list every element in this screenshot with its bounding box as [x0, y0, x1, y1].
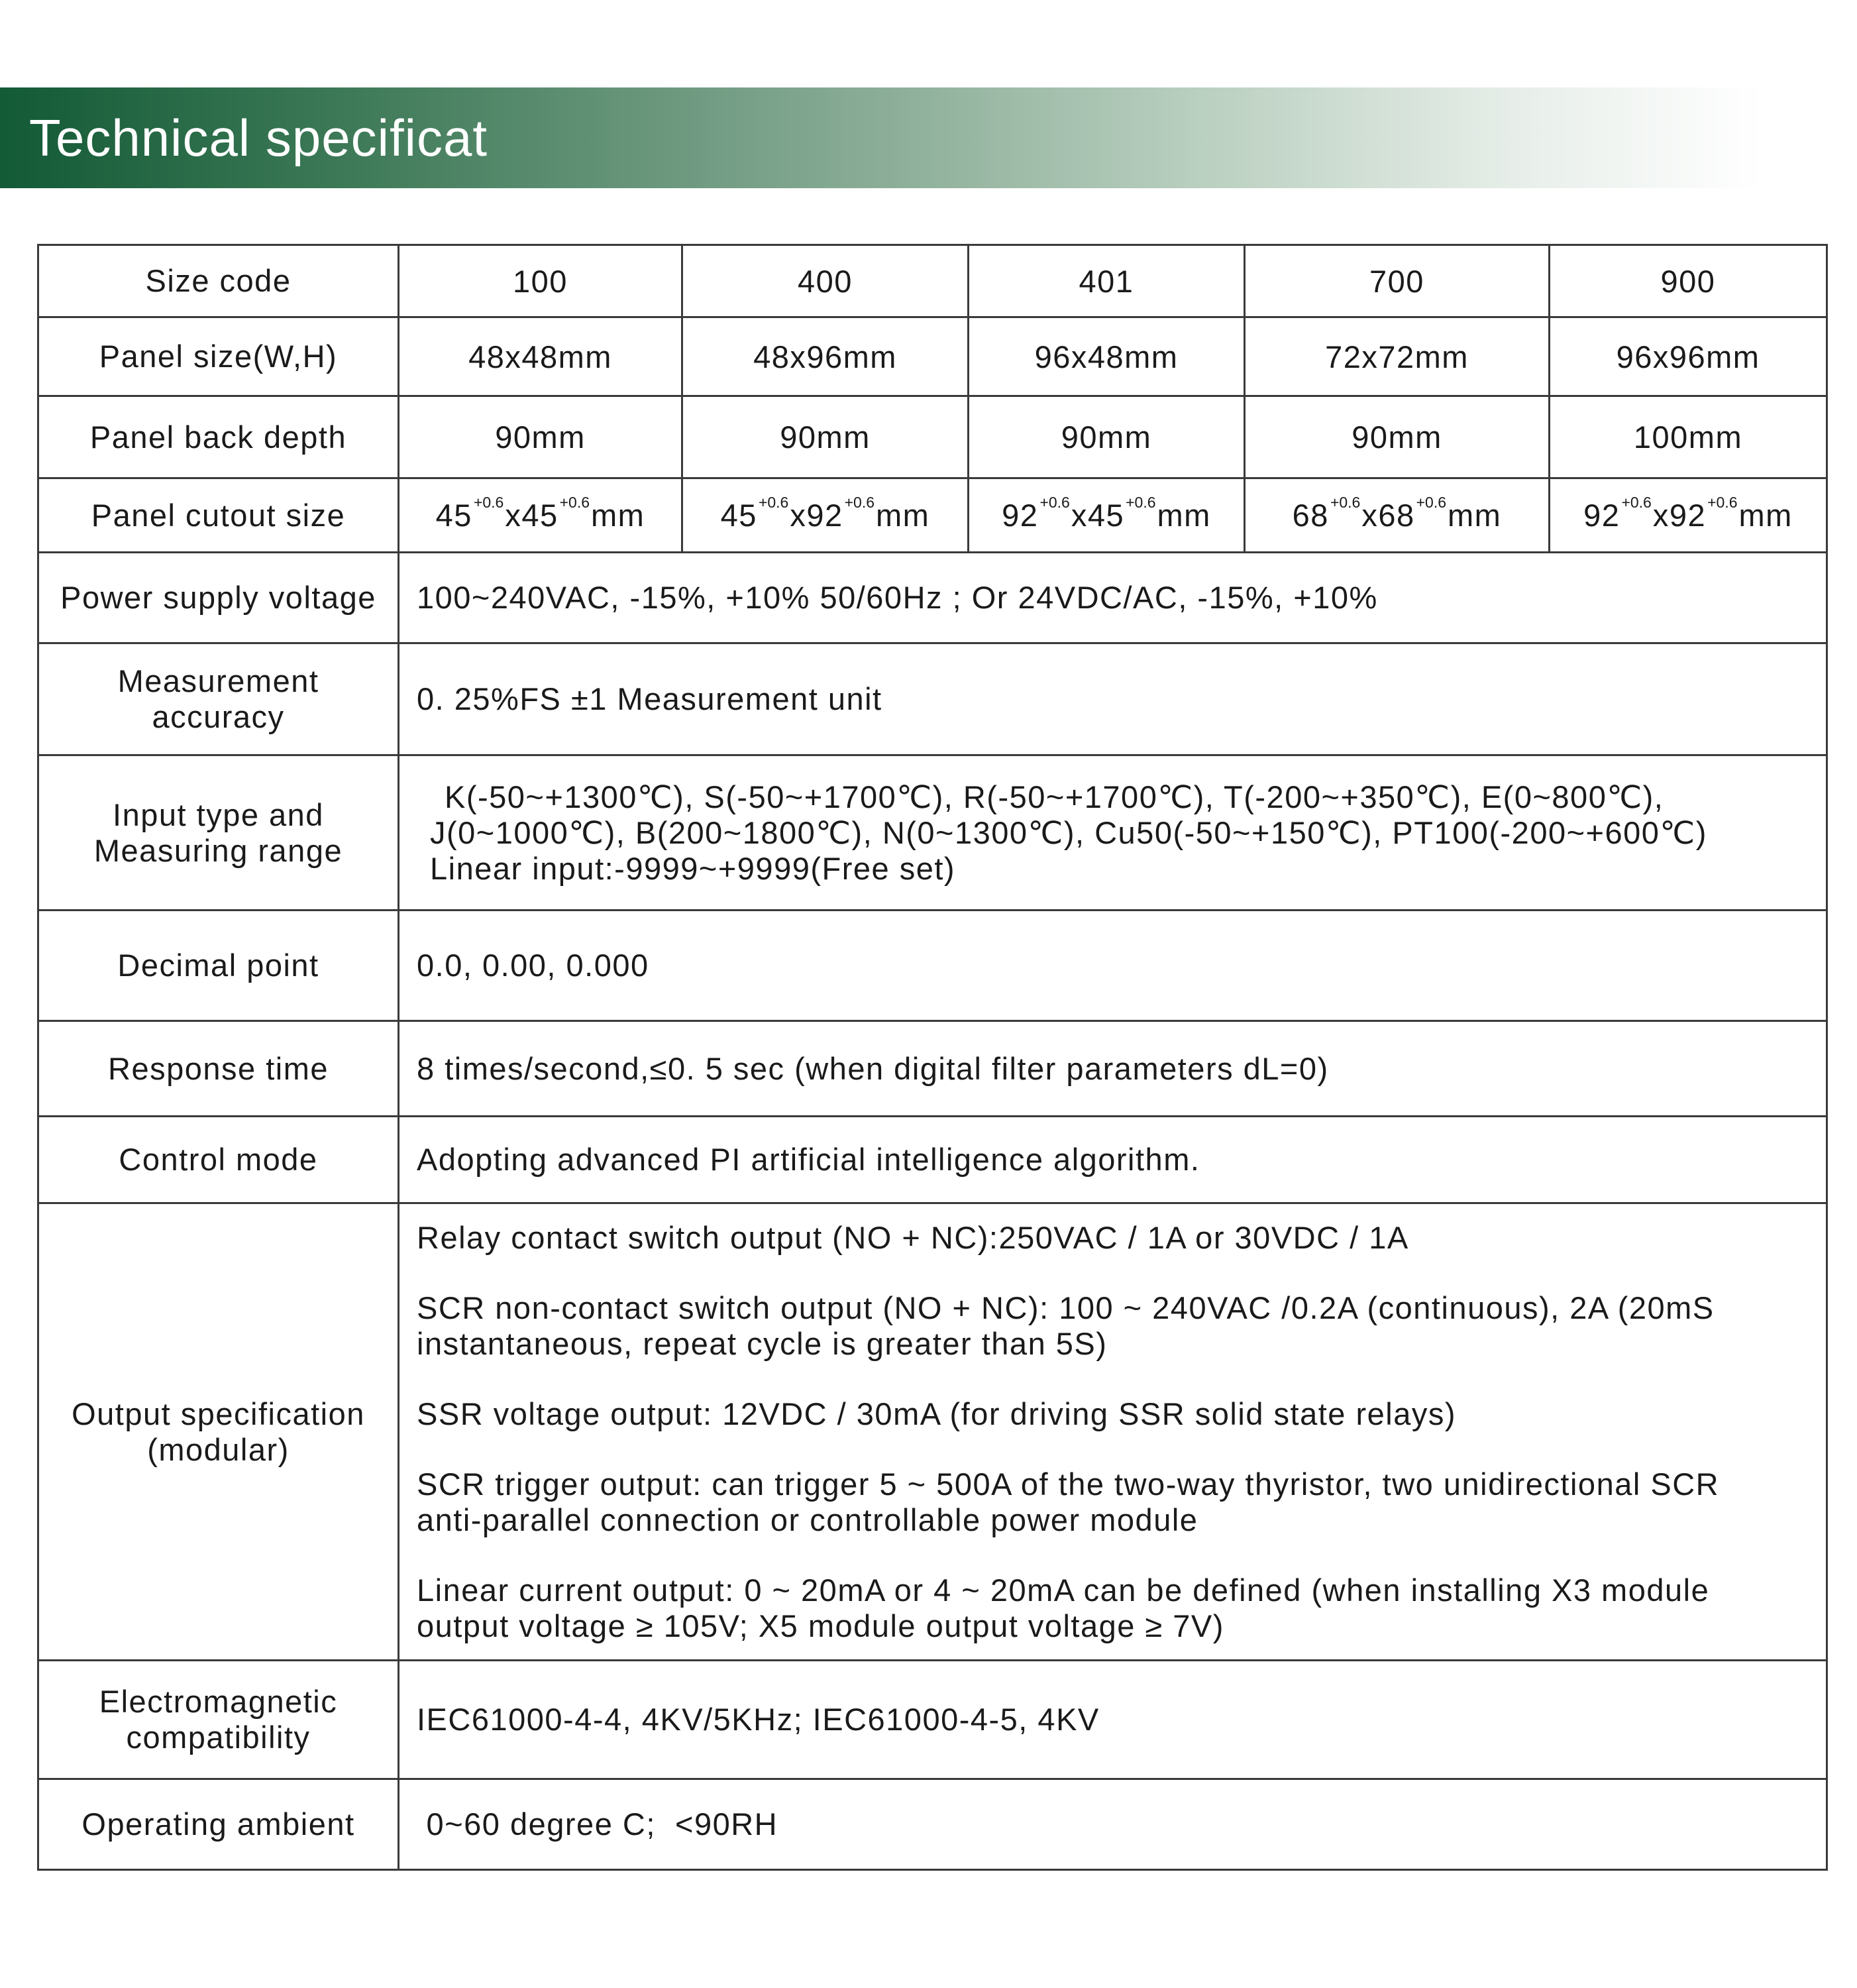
cutout-value: $45^{+0.6}x92^{+0.6}mm$ [720, 494, 930, 533]
output-item: Relay contact switch output (NO + NC):250VAC / 1A or 30VDC / 1A [417, 1219, 1409, 1255]
table-cell [399, 478, 682, 553]
table-cell: 90mm [1245, 396, 1550, 478]
table-cell: 100mm [1550, 396, 1827, 478]
header-banner [0, 87, 1762, 188]
table-row-response [38, 1021, 1827, 1117]
table-row-power [38, 553, 1827, 643]
table-cell: K(-50~+1300℃), S(-50~+1700℃), R(-50~+1700℃), T(-200~+350℃), E(0~800℃), J(0~1000℃), B(200~1800℃), N(0~1300℃), Cu50(-50~+150℃), PT100(-200~+600℃) Linear input:-9999~+9999(Free set) [399, 755, 1827, 911]
row-label: Electromagnetic compatibility [38, 1661, 399, 1779]
table-cell: 0. 25%FS ±1 Measurement unit [399, 643, 1827, 755]
row-label: Operating ambient [38, 1779, 399, 1870]
row-label: Size code [38, 245, 399, 317]
table-cell: 0.0, 0.00, 0.000 [399, 911, 1827, 1021]
row-label: Measurement accuracy [38, 643, 399, 755]
table-row-ambient [38, 1779, 1827, 1870]
table-row-control [38, 1117, 1827, 1203]
table-row-cutout [38, 478, 1827, 553]
row-label: Response time [38, 1021, 399, 1117]
table-cell: 90mm [399, 396, 682, 478]
spec-table [37, 244, 1828, 1871]
table-cell [969, 478, 1245, 553]
table-cell: 401 [969, 245, 1245, 317]
table-row-output [38, 1203, 1827, 1661]
row-label: Panel back depth [38, 396, 399, 478]
table-row-input [38, 755, 1827, 911]
table-cell: 900 [1550, 245, 1827, 317]
table-cell: 72x72mm [1245, 317, 1550, 396]
row-label: Power supply voltage [38, 553, 399, 643]
table-row-emc [38, 1661, 1827, 1779]
table-row-accuracy [38, 643, 1827, 755]
output-item: SCR trigger output: can trigger 5 ~ 500A of the two-way thyristor, two unidirectional SCR anti-parallel connection or controllable power module [417, 1466, 1720, 1537]
row-label: Output specification (modular) [38, 1203, 399, 1661]
row-label: Panel cutout size [38, 478, 399, 553]
table-cell [682, 478, 969, 553]
table-cell: 8 times/second,≤0. 5 sec (when digital filter parameters dL=0) [399, 1021, 1827, 1117]
table-cell: 90mm [682, 396, 969, 478]
cutout-value: $92^{+0.6}x45^{+0.6}mm$ [1002, 494, 1211, 533]
output-item: SSR voltage output: 12VDC / 30mA (for driving SSR solid state relays) [417, 1396, 1456, 1431]
table-cell: 100 [399, 245, 682, 317]
cutout-value: $92^{+0.6}x92^{+0.6}mm$ [1583, 494, 1793, 533]
table-cell: 48x48mm [399, 317, 682, 396]
row-label: Control mode [38, 1117, 399, 1203]
table-cell [1245, 478, 1550, 553]
table-cell: Adopting advanced PI artificial intelligence algorithm. [399, 1117, 1827, 1203]
table-row-panel-depth [38, 396, 1827, 478]
table-cell: 700 [1245, 245, 1550, 317]
table-cell: 90mm [969, 396, 1245, 478]
row-label: Input type and Measuring range [38, 755, 399, 911]
table-cell [399, 1203, 1827, 1661]
table-cell: 100~240VAC, -15%, +10% 50/60Hz ; Or 24VDC/AC, -15%, +10% [399, 553, 1827, 643]
table-row-size-code [38, 245, 1827, 317]
table-cell: 48x96mm [682, 317, 969, 396]
output-item: SCR non-contact switch output (NO + NC): 100 ~ 240VAC /0.2A (continuous), 2A (20mS instantaneous, repeat cycle is greater than 5S) [417, 1290, 1715, 1361]
table-row-panel-size [38, 317, 1827, 396]
row-label: Panel size(W,H) [38, 317, 399, 396]
page-title: Technical specificat [29, 109, 488, 167]
table-cell: 96x48mm [969, 317, 1245, 396]
output-item: Linear current output: 0 ~ 20mA or 4 ~ 20mA can be defined (when installing X3 module output voltage ≥ 105V; X5 module output voltage ≥ 7V) [417, 1572, 1710, 1643]
cutout-value: $68^{+0.6}x68^{+0.6}mm$ [1292, 494, 1502, 533]
table-row-decimal [38, 911, 1827, 1021]
row-label: Decimal point [38, 911, 399, 1021]
cutout-value: $45^{+0.6}x45^{+0.6}mm$ [435, 494, 645, 533]
table-cell: 0~60 degree C; <90RH [399, 1779, 1827, 1870]
table-cell: 96x96mm [1550, 317, 1827, 396]
table-cell: 400 [682, 245, 969, 317]
table-cell [1550, 478, 1827, 553]
table-cell: IEC61000-4-4, 4KV/5KHz; IEC61000-4-5, 4KV [399, 1661, 1827, 1779]
